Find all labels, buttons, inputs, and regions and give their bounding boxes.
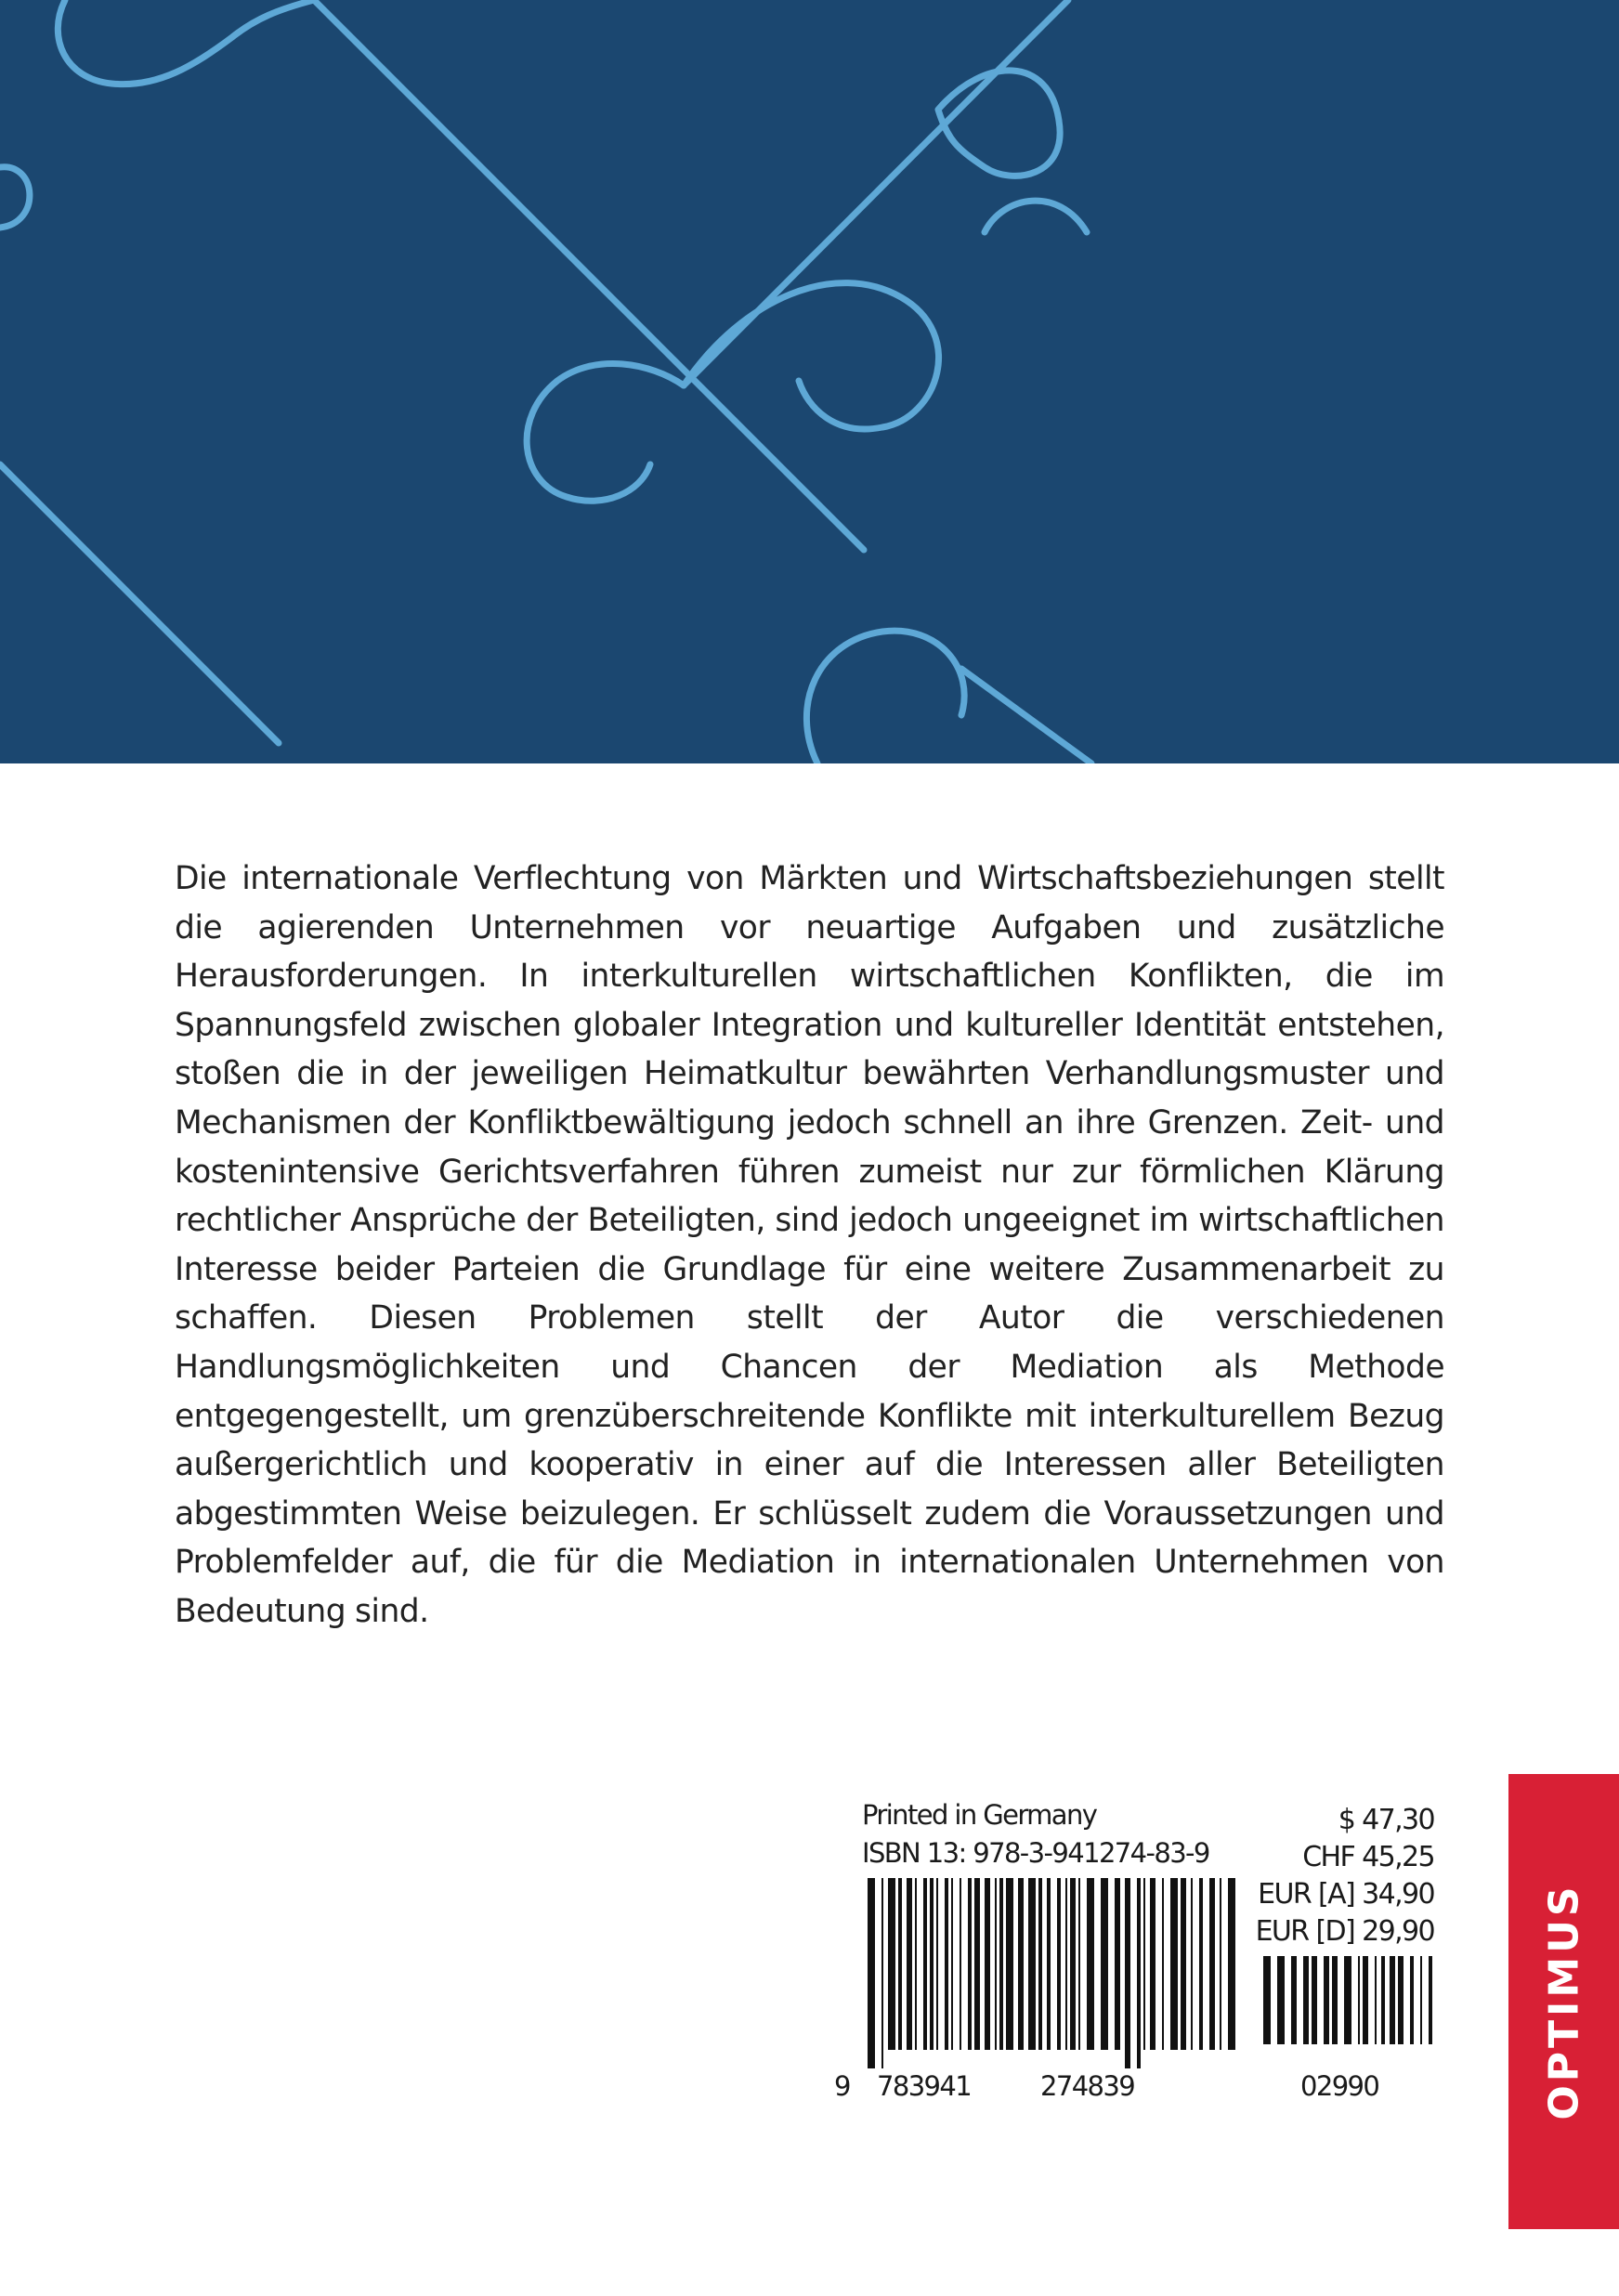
barcode-bar — [1038, 1878, 1042, 2050]
barcode-bar — [1170, 1878, 1178, 2050]
cover-puzzle-illustration — [0, 0, 1619, 763]
puzzle-knob-bottom — [806, 631, 964, 763]
barcode-bar — [923, 1878, 927, 2050]
barcode-bar — [930, 1878, 934, 2050]
barcode-bar — [1263, 1956, 1271, 2044]
addon-digits: 02990 — [1300, 2070, 1379, 2102]
price-chf: CHF 45,25 — [1302, 1841, 1434, 1873]
ean-digits-right: 274839 — [1040, 2070, 1135, 2102]
barcode-bar — [936, 1878, 938, 2050]
puzzle-pieces-graphic — [0, 0, 1619, 763]
barcode-bar — [888, 1878, 895, 2050]
puzzle-knob-left-edge — [0, 167, 30, 228]
puzzle-knob-top-left — [58, 0, 314, 85]
puzzle-knob-right — [938, 71, 1087, 232]
barcode-bar — [1291, 1956, 1297, 2044]
barcode-bar — [907, 1878, 912, 2050]
publisher-logo: OPTIMUS — [1540, 1883, 1587, 2120]
barcode-bar — [1199, 1878, 1203, 2050]
price-addon-barcode — [1261, 1956, 1438, 2068]
barcode-bar — [881, 1878, 883, 2068]
back-cover-blurb: Die internationale Verflechtung von Märkten und Wirtschaftsbeziehungen stellt die agierenden Unternehmen vor neuartige Aufgaben und zusätzliche Herausforderungen. In interkulturellen wirtschaftlichen Konflikten, die im Spannungsfeld zwischen globaler Integration und kultureller Identität entstehen, stoßen die in der jeweiligen Heimatkultur bewährten Verhandlungsmuster und Mechanismen der Konfliktbewältigung jedoch schnell an ihre Grenzen. Zeit- und kostenintensive Gerichtsverfahren führen zumeist nur zur förmlichen Klärung rechtlicher Ansprüche der Beteiligten, sind jedoch ungeeignet im wirtschaftlichen Interesse beider Parteien die Grundlage für eine weitere Zusammenarbeit zu schaffen. Diesen Problemen stellt der Autor die verschiedenen Handlungsmöglichkeiten und Chancen der Mediation als Methode entgegengestellt, um grenzüberschreitende Konflikte mit interkulturellem Bezug außergerichtlich und kooperativ in einer auf die Interessen aller Beteiligten abgestimmten Weise beizulegen. Er schlüsselt zudem die Voraussetzungen und Problemfelder auf, die für die Mediation in internationalen Unternehmen von Bedeutung sind. — [175, 860, 1444, 1630]
printed-in-label: Printed in Germany — [862, 1799, 1097, 1831]
puzzle-seam-lower — [0, 464, 279, 743]
barcode-bar — [999, 1878, 1003, 2050]
barcode-bar — [1191, 1878, 1193, 2050]
barcode-bar — [1162, 1878, 1164, 2050]
barcode-bar — [898, 1878, 902, 2050]
barcode-bar — [1101, 1878, 1108, 2050]
barcode-bar — [1018, 1878, 1024, 2050]
barcode-bar — [1028, 1878, 1036, 2050]
barcode-bar — [1303, 1956, 1309, 2044]
barcode-bar — [995, 1878, 997, 2050]
puzzle-seam-upper — [314, 0, 864, 550]
barcode-bar — [1057, 1878, 1061, 2050]
barcode-bar — [1363, 1956, 1368, 2044]
barcode-bar — [960, 1878, 961, 2050]
barcode-bar — [951, 1878, 953, 2050]
barcode-bar — [1324, 1956, 1329, 2044]
price-eur-d: EUR [D] 29,90 — [1255, 1915, 1434, 1948]
barcode-bar — [1137, 1878, 1141, 2068]
barcode-bar — [1381, 1956, 1385, 2044]
barcode-bar — [1150, 1878, 1155, 2050]
barcode-bar — [1375, 1956, 1377, 2044]
barcode-bar — [1410, 1956, 1414, 2044]
barcode-bar — [915, 1878, 917, 2050]
barcode-bar — [1115, 1878, 1120, 2050]
price-usd: $ 47,30 — [1338, 1804, 1434, 1836]
barcode-bar — [1065, 1878, 1067, 2050]
puzzle-seam-rise — [684, 0, 1068, 385]
puzzle-knob-lower-left — [527, 363, 684, 501]
barcode-bar — [1143, 1878, 1145, 2050]
barcode-bar — [968, 1878, 972, 2050]
barcode-bar — [945, 1878, 948, 2050]
barcode-bar — [1181, 1878, 1186, 2050]
ean-digit-first: 9 — [834, 2070, 850, 2102]
ean-digits — [834, 2069, 1206, 2103]
price-eur-a: EUR [A] 34,90 — [1258, 1878, 1434, 1911]
barcode-bar — [1420, 1956, 1422, 2044]
barcode-bar — [985, 1878, 990, 2050]
price-list — [1208, 1802, 1434, 1950]
barcode-bar — [974, 1878, 980, 2050]
barcode-bar — [1087, 1878, 1094, 2050]
isbn-label: ISBN 13: 978-3-941274-83-9 — [862, 1837, 1209, 1869]
ean-barcode — [866, 1878, 1237, 2073]
barcode-bar — [1006, 1878, 1013, 2050]
publisher-tab — [1508, 1774, 1619, 2229]
barcode-bar — [1398, 1956, 1404, 2044]
barcode-bar — [1312, 1956, 1317, 2044]
barcode-bar — [1078, 1878, 1080, 2050]
barcode-bar — [1047, 1878, 1051, 2050]
barcode-bar — [1332, 1956, 1338, 2044]
barcode-bar — [1390, 1956, 1395, 2044]
barcode-bar — [868, 1878, 875, 2068]
barcode-bar — [1344, 1956, 1351, 2044]
barcode-bar — [1429, 1956, 1432, 2044]
barcode-bar — [1277, 1956, 1285, 2044]
ean-digits-left: 783941 — [877, 2070, 972, 2102]
barcode-bar — [1070, 1878, 1076, 2050]
barcode-bar — [1125, 1878, 1130, 2068]
puzzle-seam-right — [961, 669, 1091, 763]
barcode-bar — [1358, 1956, 1360, 2044]
